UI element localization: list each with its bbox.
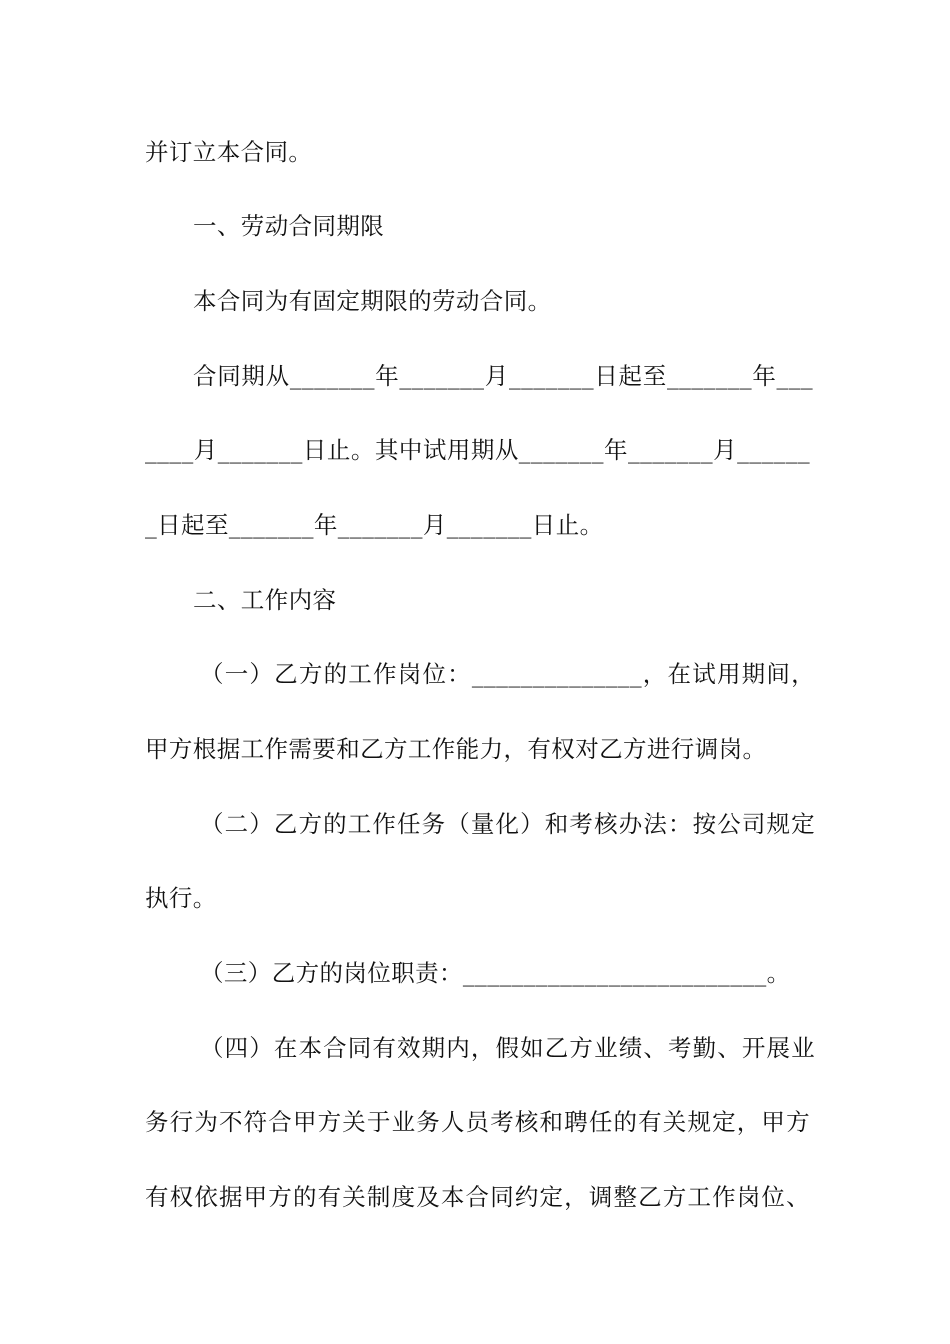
paragraph-line: （一）乙方的工作岗位：______________，在试用期间， [200, 660, 815, 688]
section-heading: 一、劳动合同期限 [193, 212, 385, 240]
paragraph-line: 务行为不符合甲方关于业务人员考核和聘任的有关规定，甲方 [145, 1108, 810, 1136]
paragraph-line: ____月_______日止。其中试用期从_______年_______月______ [145, 436, 810, 464]
paragraph-line: （二）乙方的工作任务（量化）和考核办法：按公司规定 [200, 810, 815, 838]
paragraph-line: _日起至_______年_______月_______日止。 [145, 511, 604, 539]
paragraph-line: 甲方根据工作需要和乙方工作能力，有权对乙方进行调岗。 [145, 735, 767, 763]
section-heading: 二、工作内容 [193, 586, 337, 614]
paragraph-line: 有权依据甲方的有关制度及本合同约定，调整乙方工作岗位、 [145, 1183, 810, 1211]
paragraph-line: （四）在本合同有效期内，假如乙方业绩、考勤、开展业 [200, 1034, 815, 1062]
paragraph-line: （三）乙方的岗位职责：_________________________。 [200, 959, 791, 987]
paragraph-line: 合同期从_______年_______月_______日起至_______年___ [193, 362, 813, 390]
paragraph-line: 执行。 [145, 884, 217, 912]
paragraph-line: 并订立本合同。 [145, 138, 313, 166]
paragraph-line: 本合同为有固定期限的劳动合同。 [193, 287, 552, 315]
